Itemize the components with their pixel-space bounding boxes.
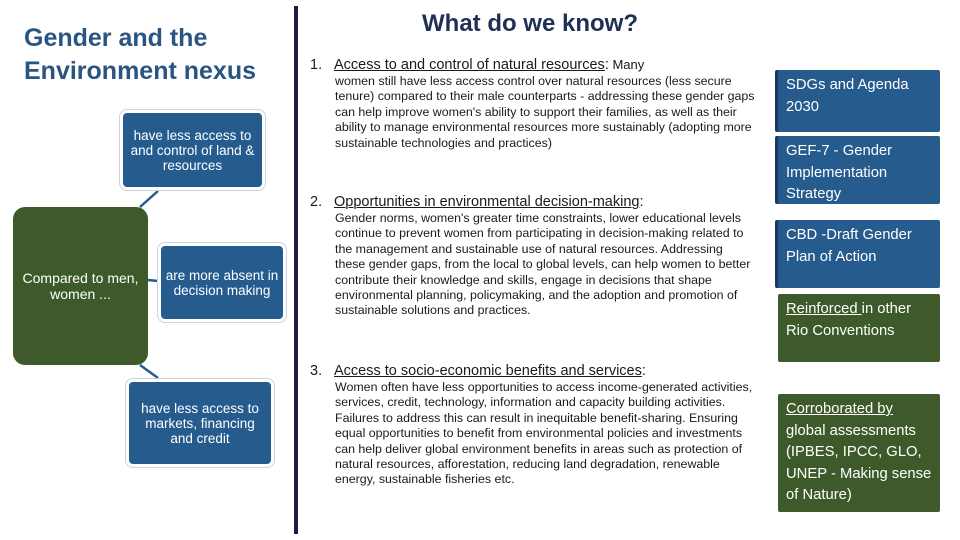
side-box-gef (778, 136, 940, 204)
side-box-corroborated (778, 394, 940, 512)
side-box-reinforced (778, 294, 940, 362)
point-title: Access to and control of natural resources (334, 57, 605, 73)
diagram-node-markets-credit: have less access to markets, financing and credit (126, 379, 274, 467)
point-colon: : (639, 194, 644, 210)
side-box-label-underlined: Corroborated by (786, 401, 893, 417)
side-box-label: in other Rio Conventions (786, 301, 912, 339)
slide-title: Gender and the Environment nexus (24, 24, 256, 85)
point-item-3 (310, 362, 755, 488)
point-item-1 (310, 56, 755, 151)
section-heading: What do we know? (422, 10, 638, 37)
connector-top (140, 191, 158, 207)
point-title: Access to socio-economic benefits and services (334, 363, 642, 379)
diagram-node-land-resources: have less access to and control of land & resources (120, 110, 265, 190)
point-tail: Many (608, 57, 645, 72)
point-item-2 (310, 193, 755, 319)
connector-mid (148, 280, 158, 281)
point-colon: : (641, 363, 646, 379)
side-box-sdgs (778, 70, 940, 132)
point-body: Gender norms, women's greater time constraints, lower educational levels continue to prevent women from participating in decision-making related to the management and sustainable use of natural resources. Addressing these gender gaps, from the local to global levels, can help women to better contribute their knowledge and skills, engage in decisions that shape environmental planning, policymaking, and the adoption and promotion of sustainable solutions and practices. (335, 211, 751, 318)
point-number: 1. (310, 57, 323, 73)
point-title: Opportunities in environmental decision-making (334, 194, 640, 210)
point-number: 2. (310, 194, 323, 210)
point-colon: : (604, 57, 609, 73)
diagram-node-decision-making: are more absent in decision making (158, 243, 286, 322)
side-box-label: GEF-7 - Gender Implementation Strategy (786, 143, 893, 202)
side-box-label: global assessments (IPBES, IPCC, GLO, UNEP - Making sense of Nature) (786, 422, 932, 503)
side-box-label-underlined: Reinforced (786, 301, 862, 317)
side-box-label: SDGs and Agenda 2030 (786, 77, 909, 115)
point-body: women still have less access control over natural resources (less secure tenure) compared to their male counterparts - addressing these gender gaps can help improve women's ability to support their families, as well as their ability to manage environmental resources more sustainably (adopting more sustainable technologies and practices) (335, 74, 755, 150)
point-number: 3. (310, 363, 323, 379)
point-body: Women often have less opportunities to access income-generated activities, services, credit, technology, information and capacity building activities. Failures to address this can result in inequitable benefit-sharing. Ensuring equal opportunities to benefit from environmental policies and investments can help deliver global environment benefits in areas such as protection of natural resources, afforestation, reducing land degradation, renewable energy, sustainable fisheries etc. (335, 380, 753, 487)
diagram-center-node: Compared to men, women ... (13, 207, 148, 365)
connector-bottom (140, 365, 158, 378)
side-box-label: CBD -Draft Gender Plan of Action (786, 227, 912, 265)
side-box-cbd (778, 220, 940, 288)
